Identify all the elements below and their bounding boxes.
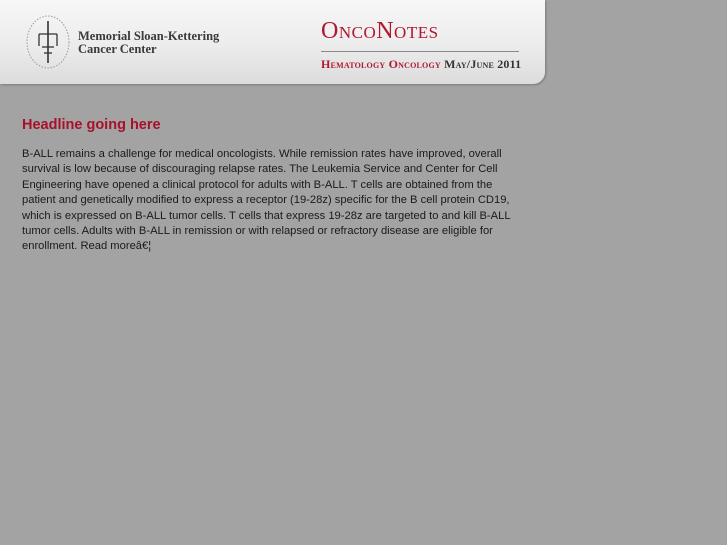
publication-title: OncoNotes: [321, 18, 439, 44]
title-divider: [321, 51, 519, 52]
institution-name-line1: Memorial Sloan-Kettering: [78, 29, 220, 43]
issue-date: May/June 2011: [444, 57, 522, 71]
page-header: [0, 0, 545, 84]
institution-name-line2: Cancer Center: [78, 42, 157, 56]
publication-subtitle: [321, 57, 521, 72]
institution-name: [78, 30, 219, 56]
article-headline: Headline going here: [22, 117, 161, 133]
article-body: B-ALL remains a challenge for medical oncologists. While remission rates have improved, overall survival is low because of discouraging relapse rates. The Leukemia Service and Center for Cell Engineering have opened a clinical protocol for adults with B-ALL. T cells are obtained from the patient and genetically modified to express a receptor (19-28z) specific for the B cell protein CD19, which is expressed on B-ALL tumor cells. T cells that express 19-28z are targeted to and kill B-ALL tumor cells. Adults with B-ALL in remission or with relapsed or refractory disease are eligible for enrollment. Read moreâ€¦: [22, 148, 511, 253]
institution-seal-icon: [25, 13, 71, 71]
specialty-label: Hematology Oncology: [321, 57, 441, 71]
